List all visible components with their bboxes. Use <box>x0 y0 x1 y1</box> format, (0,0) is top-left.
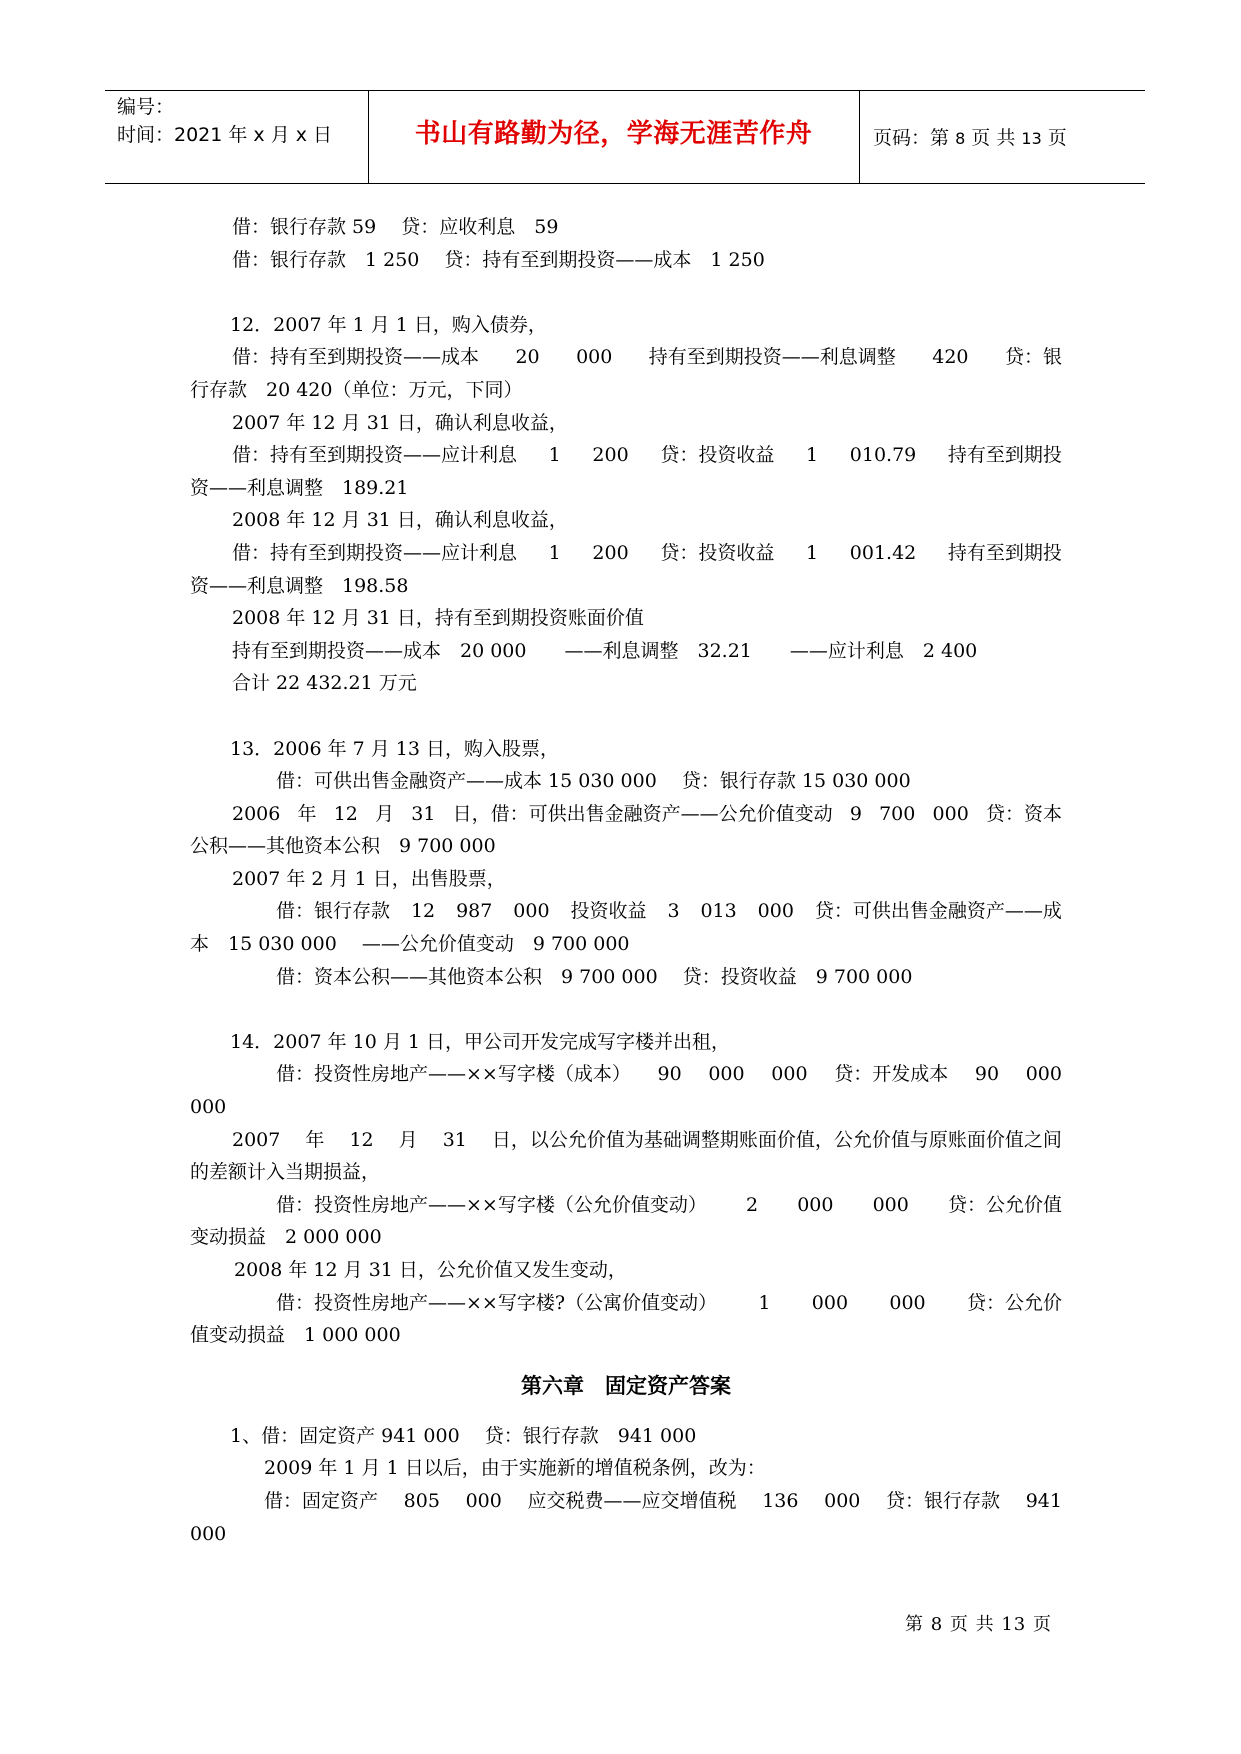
text-line: 变动损益 2 000 000 <box>190 1226 382 1249</box>
header-left <box>117 93 332 149</box>
text-line: 2007 年 2 月 1 日，出售股票， <box>232 867 506 890</box>
text-line: 000 <box>190 1522 227 1545</box>
number-label: 编号： <box>117 96 175 118</box>
page-mid: 页 共 <box>971 127 1016 149</box>
text-line: 2008 年 12 月 31 日，公允价值又发生变动， <box>234 1259 627 1281</box>
text-line: 2008 年 12 月 31 日，持有至到期投资账面价值 <box>232 607 644 630</box>
text-line: 2007 年 12 月 31 日，确认利息收益， <box>232 411 568 434</box>
text-line: 12．2007 年 1 月 1 日，购入债券， <box>230 313 547 336</box>
text-line: 借：银行存款 1 250 贷：持有至到期投资——成本 1 250 <box>232 248 765 271</box>
text-line: 2006 年 12 月 31 日，借：可供出售金融资产——公允价值变动 9 700 000 贷：资本 <box>232 802 1062 825</box>
text-line: 借：银行存款 12 987 000 投资收益 3 013 000 贷：可供出售金融资产——成 <box>276 900 1062 923</box>
page-number: 8 <box>955 129 966 148</box>
chapter-title: 第六章 固定资产答案 <box>521 1373 731 1398</box>
header-motto: 书山有路勤为径，学海无涯苦作舟 <box>414 119 813 149</box>
page-prefix: 页码：第 <box>873 127 950 149</box>
text-line: 借：投资性房地产——××写字楼?（公寓价值变动） 1 000 000 贷：公允价 <box>276 1291 1062 1314</box>
text-line: 本 15 030 000 ——公允价值变动 9 700 000 <box>190 933 630 956</box>
text-line: 值变动损益 1 000 000 <box>190 1324 401 1347</box>
text-line: 持有至到期投资——成本 20 000 ——利息调整 32.21 ——应计利息 2 400 <box>232 639 978 662</box>
text-line: 资——利息调整 189.21 <box>190 476 409 499</box>
page-header <box>105 90 1145 184</box>
text-line: 借：银行存款 59 贷：应收利息 59 <box>232 216 559 238</box>
text-line: 1、借：固定资产 941 000 贷：银行存款 941 000 <box>230 1424 697 1447</box>
header-divider <box>859 91 860 183</box>
text-line: 借：持有至到期投资——应计利息 1 200 贷：投资收益 1 001.42 持有至到期投 <box>232 541 1062 564</box>
text-line: 000 <box>190 1096 227 1119</box>
date-label: 时间：2021 年 x 月 x 日 <box>117 124 333 146</box>
text-line: 合计 22 432.21 万元 <box>232 672 417 695</box>
text-line: 行存款 20 420（单位：万元，下同） <box>190 378 523 401</box>
text-line: 借：投资性房地产——××写字楼（公允价值变动） 2 000 000 贷：公允价值 <box>276 1193 1062 1216</box>
text-line: 借：持有至到期投资——成本 20 000 持有至到期投资——利息调整 420 贷：银 <box>232 346 1062 369</box>
page-footer: 第 8 页 共 13 页 <box>905 1614 1052 1635</box>
text-line: 借：资本公积——其他资本公积 9 700 000 贷：投资收益 9 700 000 <box>276 965 913 988</box>
text-line: 借：持有至到期投资——应计利息 1 200 贷：投资收益 1 010.79 持有至到期投 <box>232 444 1062 467</box>
text-line: 公积——其他资本公积 9 700 000 <box>190 835 496 858</box>
text-line: 借：可供出售金融资产——成本 15 030 000 贷：银行存款 15 030 000 <box>276 770 911 793</box>
text-line: 2009 年 1 月 1 日以后，由于实施新的增值税条例，改为： <box>264 1457 766 1480</box>
text-line: 2008 年 12 月 31 日，确认利息收益， <box>232 509 568 532</box>
header-page-info <box>873 123 1067 150</box>
document-body <box>190 211 1062 1550</box>
text-line: 14．2007 年 10 月 1 日，甲公司开发完成写字楼并出租， <box>230 1030 730 1053</box>
page-total: 13 <box>1021 129 1042 148</box>
text-line: 借：投资性房地产——××写字楼（成本） 90 000 000 贷：开发成本 90 000 <box>276 1063 1062 1086</box>
text-line: 13．2006 年 7 月 13 日，购入股票， <box>230 737 559 760</box>
page-suffix: 页 <box>1047 127 1067 149</box>
text-line: 2007 年 12 月 31 日，以公允价值为基础调整期账面价值，公允价值与原账面价值之间 <box>232 1128 1062 1151</box>
text-line: 借：固定资产 805 000 应交税费——应交增值税 136 000 贷：银行存款 941 <box>264 1489 1062 1512</box>
text-line: 资——利息调整 198.58 <box>190 574 409 597</box>
text-line: 的差额计入当期损益， <box>190 1161 381 1184</box>
